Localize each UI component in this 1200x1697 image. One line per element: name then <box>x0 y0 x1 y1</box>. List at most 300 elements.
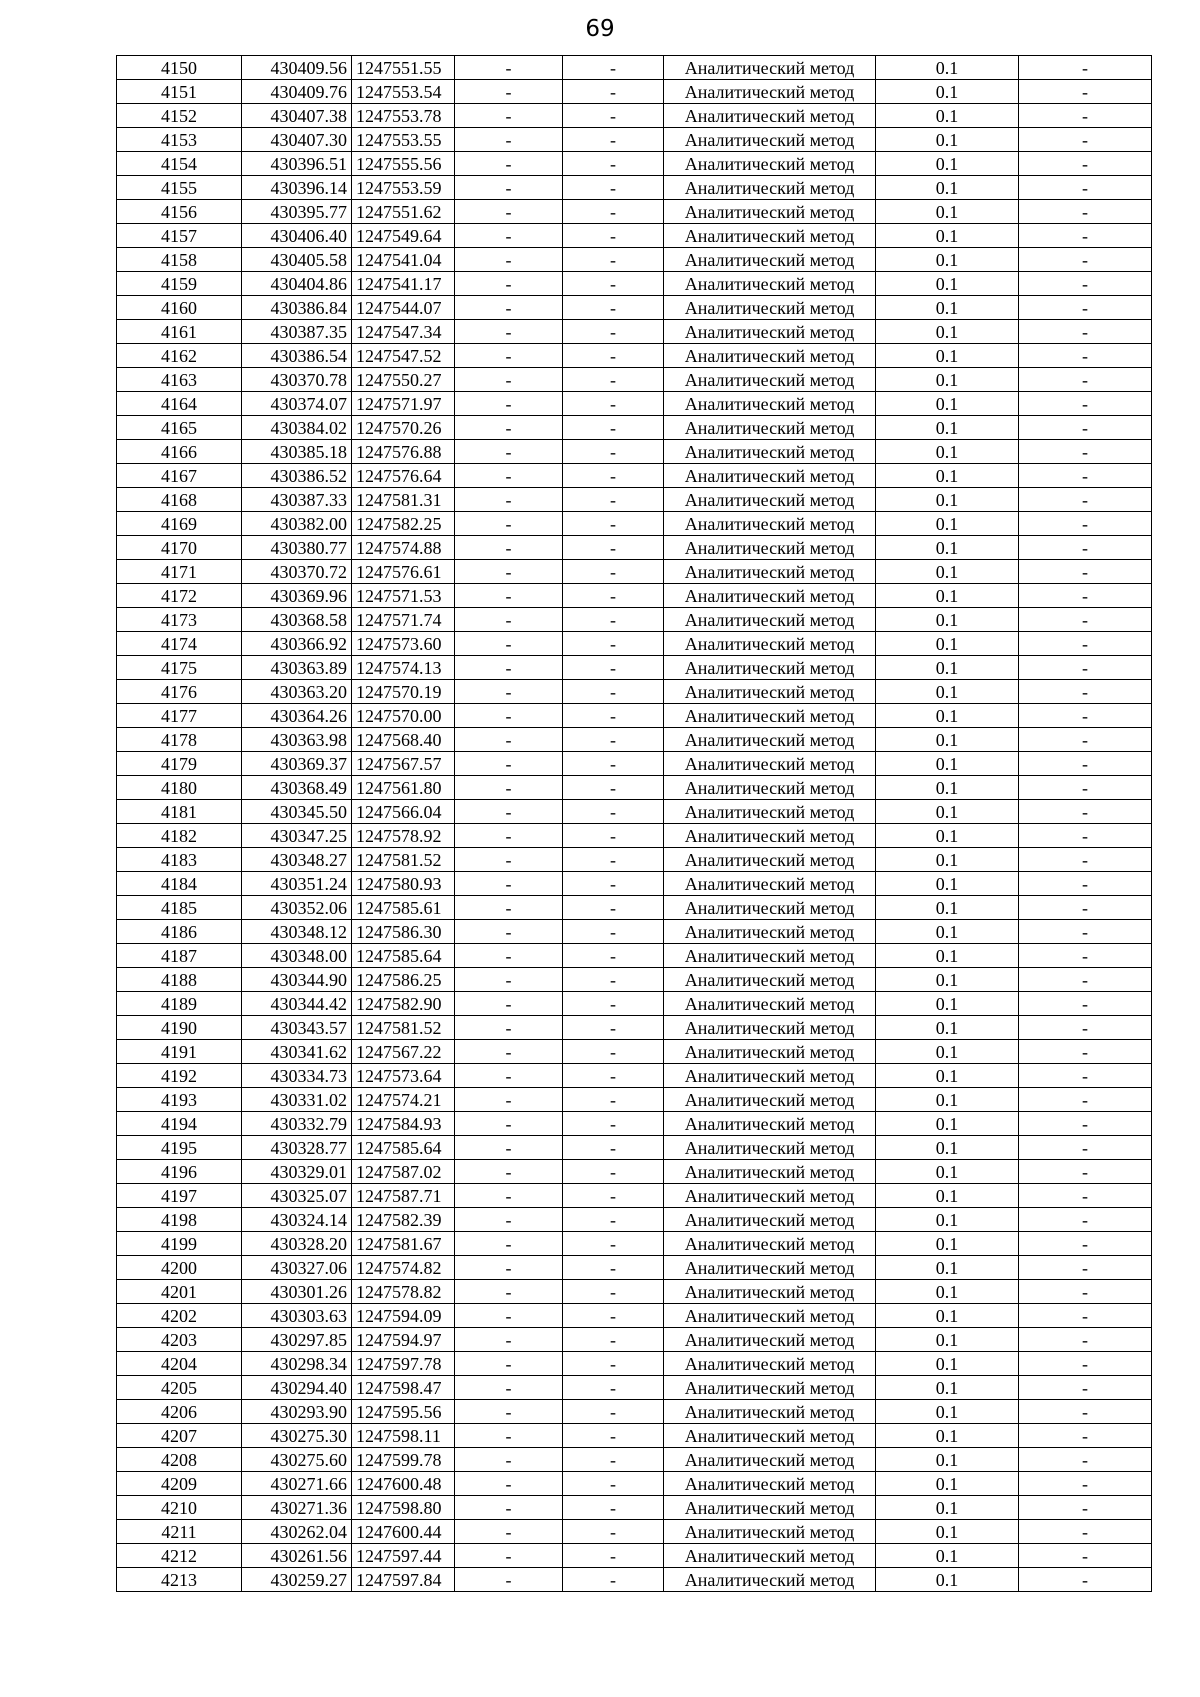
precision-cell: 0.1 <box>876 1544 1019 1568</box>
y-coordinate-cell: 1247595.56 <box>352 1400 455 1424</box>
dash-cell: - <box>1019 1520 1152 1544</box>
x-coordinate-cell: 430298.34 <box>242 1352 352 1376</box>
y-coordinate-cell: 1247574.21 <box>352 1088 455 1112</box>
table-row <box>117 152 1152 176</box>
dash-cell: - <box>455 1016 563 1040</box>
point-number-cell: 4158 <box>117 248 242 272</box>
method-cell: Аналитический метод <box>664 752 876 776</box>
dash-cell: - <box>1019 80 1152 104</box>
dash-cell: - <box>1019 488 1152 512</box>
method-cell: Аналитический метод <box>664 488 876 512</box>
precision-cell: 0.1 <box>876 1064 1019 1088</box>
precision-cell: 0.1 <box>876 848 1019 872</box>
dash-cell: - <box>455 752 563 776</box>
method-cell: Аналитический метод <box>664 152 876 176</box>
dash-cell: - <box>455 1328 563 1352</box>
point-number-cell: 4152 <box>117 104 242 128</box>
dash-cell: - <box>1019 1088 1152 1112</box>
dash-cell: - <box>455 464 563 488</box>
method-cell: Аналитический метод <box>664 344 876 368</box>
point-number-cell: 4184 <box>117 872 242 896</box>
table-row <box>117 80 1152 104</box>
dash-cell: - <box>455 80 563 104</box>
precision-cell: 0.1 <box>876 1304 1019 1328</box>
y-coordinate-cell: 1247551.62 <box>352 200 455 224</box>
table-row <box>117 1184 1152 1208</box>
dash-cell: - <box>455 872 563 896</box>
precision-cell: 0.1 <box>876 1400 1019 1424</box>
dash-cell: - <box>563 440 664 464</box>
dash-cell: - <box>455 1496 563 1520</box>
table-row <box>117 1352 1152 1376</box>
dash-cell: - <box>563 992 664 1016</box>
y-coordinate-cell: 1247571.53 <box>352 584 455 608</box>
method-cell: Аналитический метод <box>664 608 876 632</box>
y-coordinate-cell: 1247576.64 <box>352 464 455 488</box>
method-cell: Аналитический метод <box>664 1016 876 1040</box>
dash-cell: - <box>455 1400 563 1424</box>
y-coordinate-cell: 1247597.84 <box>352 1568 455 1592</box>
method-cell: Аналитический метод <box>664 440 876 464</box>
y-coordinate-cell: 1247587.02 <box>352 1160 455 1184</box>
dash-cell: - <box>1019 656 1152 680</box>
y-coordinate-cell: 1247597.78 <box>352 1352 455 1376</box>
y-coordinate-cell: 1247553.55 <box>352 128 455 152</box>
table-row <box>117 1544 1152 1568</box>
dash-cell: - <box>563 1496 664 1520</box>
dash-cell: - <box>1019 176 1152 200</box>
y-coordinate-cell: 1247570.26 <box>352 416 455 440</box>
method-cell: Аналитический метод <box>664 680 876 704</box>
x-coordinate-cell: 430386.52 <box>242 464 352 488</box>
x-coordinate-cell: 430262.04 <box>242 1520 352 1544</box>
y-coordinate-cell: 1247578.92 <box>352 824 455 848</box>
dash-cell: - <box>455 1568 563 1592</box>
dash-cell: - <box>455 1160 563 1184</box>
method-cell: Аналитический метод <box>664 872 876 896</box>
table-row <box>117 1472 1152 1496</box>
precision-cell: 0.1 <box>876 1208 1019 1232</box>
x-coordinate-cell: 430297.85 <box>242 1328 352 1352</box>
x-coordinate-cell: 430261.56 <box>242 1544 352 1568</box>
dash-cell: - <box>563 1064 664 1088</box>
dash-cell: - <box>455 1184 563 1208</box>
method-cell: Аналитический метод <box>664 80 876 104</box>
precision-cell: 0.1 <box>876 1088 1019 1112</box>
dash-cell: - <box>563 1400 664 1424</box>
dash-cell: - <box>455 704 563 728</box>
dash-cell: - <box>455 632 563 656</box>
x-coordinate-cell: 430409.76 <box>242 80 352 104</box>
dash-cell: - <box>563 1472 664 1496</box>
point-number-cell: 4181 <box>117 800 242 824</box>
dash-cell: - <box>563 416 664 440</box>
table-row <box>117 752 1152 776</box>
y-coordinate-cell: 1247544.07 <box>352 296 455 320</box>
method-cell: Аналитический метод <box>664 1544 876 1568</box>
dash-cell: - <box>563 920 664 944</box>
point-number-cell: 4155 <box>117 176 242 200</box>
table-body <box>117 56 1152 1592</box>
precision-cell: 0.1 <box>876 968 1019 992</box>
method-cell: Аналитический метод <box>664 1232 876 1256</box>
point-number-cell: 4168 <box>117 488 242 512</box>
table-row <box>117 512 1152 536</box>
dash-cell: - <box>1019 1064 1152 1088</box>
table-row <box>117 1232 1152 1256</box>
x-coordinate-cell: 430374.07 <box>242 392 352 416</box>
point-number-cell: 4205 <box>117 1376 242 1400</box>
precision-cell: 0.1 <box>876 1496 1019 1520</box>
dash-cell: - <box>563 248 664 272</box>
precision-cell: 0.1 <box>876 392 1019 416</box>
dash-cell: - <box>1019 1448 1152 1472</box>
dash-cell: - <box>1019 680 1152 704</box>
method-cell: Аналитический метод <box>664 704 876 728</box>
dash-cell: - <box>563 1280 664 1304</box>
precision-cell: 0.1 <box>876 512 1019 536</box>
dash-cell: - <box>563 1304 664 1328</box>
table-row <box>117 1088 1152 1112</box>
dash-cell: - <box>563 224 664 248</box>
dash-cell: - <box>563 728 664 752</box>
y-coordinate-cell: 1247587.71 <box>352 1184 455 1208</box>
dash-cell: - <box>563 704 664 728</box>
dash-cell: - <box>1019 1280 1152 1304</box>
table-row <box>117 656 1152 680</box>
x-coordinate-cell: 430328.20 <box>242 1232 352 1256</box>
y-coordinate-cell: 1247600.48 <box>352 1472 455 1496</box>
precision-cell: 0.1 <box>876 1520 1019 1544</box>
point-number-cell: 4202 <box>117 1304 242 1328</box>
x-coordinate-cell: 430327.06 <box>242 1256 352 1280</box>
table-row <box>117 824 1152 848</box>
y-coordinate-cell: 1247585.61 <box>352 896 455 920</box>
dash-cell: - <box>1019 1112 1152 1136</box>
method-cell: Аналитический метод <box>664 1400 876 1424</box>
point-number-cell: 4200 <box>117 1256 242 1280</box>
dash-cell: - <box>563 272 664 296</box>
table-row <box>117 296 1152 320</box>
dash-cell: - <box>455 1520 563 1544</box>
method-cell: Аналитический метод <box>664 1184 876 1208</box>
point-number-cell: 4189 <box>117 992 242 1016</box>
dash-cell: - <box>1019 1424 1152 1448</box>
dash-cell: - <box>1019 704 1152 728</box>
point-number-cell: 4180 <box>117 776 242 800</box>
dash-cell: - <box>563 1328 664 1352</box>
x-coordinate-cell: 430293.90 <box>242 1400 352 1424</box>
dash-cell: - <box>1019 1256 1152 1280</box>
point-number-cell: 4160 <box>117 296 242 320</box>
dash-cell: - <box>1019 296 1152 320</box>
x-coordinate-cell: 430370.78 <box>242 368 352 392</box>
point-number-cell: 4191 <box>117 1040 242 1064</box>
y-coordinate-cell: 1247594.09 <box>352 1304 455 1328</box>
dash-cell: - <box>455 368 563 392</box>
x-coordinate-cell: 430348.00 <box>242 944 352 968</box>
point-number-cell: 4194 <box>117 1112 242 1136</box>
x-coordinate-cell: 430366.92 <box>242 632 352 656</box>
dash-cell: - <box>563 152 664 176</box>
dash-cell: - <box>455 896 563 920</box>
dash-cell: - <box>1019 1400 1152 1424</box>
dash-cell: - <box>455 992 563 1016</box>
x-coordinate-cell: 430385.18 <box>242 440 352 464</box>
dash-cell: - <box>1019 1544 1152 1568</box>
precision-cell: 0.1 <box>876 1568 1019 1592</box>
table-row <box>117 1112 1152 1136</box>
precision-cell: 0.1 <box>876 296 1019 320</box>
dash-cell: - <box>1019 1040 1152 1064</box>
table-row <box>117 1040 1152 1064</box>
x-coordinate-cell: 430396.51 <box>242 152 352 176</box>
x-coordinate-cell: 430405.58 <box>242 248 352 272</box>
method-cell: Аналитический метод <box>664 1136 876 1160</box>
point-number-cell: 4157 <box>117 224 242 248</box>
dash-cell: - <box>1019 1496 1152 1520</box>
precision-cell: 0.1 <box>876 80 1019 104</box>
dash-cell: - <box>1019 104 1152 128</box>
table-row <box>117 1016 1152 1040</box>
precision-cell: 0.1 <box>876 56 1019 80</box>
dash-cell: - <box>563 1088 664 1112</box>
precision-cell: 0.1 <box>876 560 1019 584</box>
method-cell: Аналитический метод <box>664 1376 876 1400</box>
table-row <box>117 440 1152 464</box>
method-cell: Аналитический метод <box>664 824 876 848</box>
dash-cell: - <box>455 152 563 176</box>
method-cell: Аналитический метод <box>664 536 876 560</box>
y-coordinate-cell: 1247555.56 <box>352 152 455 176</box>
coordinates-table <box>116 55 1152 1592</box>
table-row <box>117 1376 1152 1400</box>
dash-cell: - <box>455 1448 563 1472</box>
dash-cell: - <box>1019 1232 1152 1256</box>
precision-cell: 0.1 <box>876 104 1019 128</box>
y-coordinate-cell: 1247598.11 <box>352 1424 455 1448</box>
y-coordinate-cell: 1247570.00 <box>352 704 455 728</box>
x-coordinate-cell: 430271.36 <box>242 1496 352 1520</box>
dash-cell: - <box>563 824 664 848</box>
point-number-cell: 4201 <box>117 1280 242 1304</box>
point-number-cell: 4188 <box>117 968 242 992</box>
point-number-cell: 4173 <box>117 608 242 632</box>
method-cell: Аналитический метод <box>664 776 876 800</box>
dash-cell: - <box>563 1016 664 1040</box>
y-coordinate-cell: 1247547.52 <box>352 344 455 368</box>
table-row <box>117 128 1152 152</box>
method-cell: Аналитический метод <box>664 272 876 296</box>
y-coordinate-cell: 1247600.44 <box>352 1520 455 1544</box>
y-coordinate-cell: 1247547.34 <box>352 320 455 344</box>
dash-cell: - <box>1019 1016 1152 1040</box>
dash-cell: - <box>563 1040 664 1064</box>
point-number-cell: 4193 <box>117 1088 242 1112</box>
x-coordinate-cell: 430324.14 <box>242 1208 352 1232</box>
point-number-cell: 4172 <box>117 584 242 608</box>
x-coordinate-cell: 430387.35 <box>242 320 352 344</box>
precision-cell: 0.1 <box>876 584 1019 608</box>
table-row <box>117 968 1152 992</box>
dash-cell: - <box>563 1568 664 1592</box>
dash-cell: - <box>455 1424 563 1448</box>
method-cell: Аналитический метод <box>664 992 876 1016</box>
y-coordinate-cell: 1247541.04 <box>352 248 455 272</box>
dash-cell: - <box>563 56 664 80</box>
dash-cell: - <box>455 1136 563 1160</box>
x-coordinate-cell: 430363.20 <box>242 680 352 704</box>
table-row <box>117 1424 1152 1448</box>
dash-cell: - <box>455 1352 563 1376</box>
dash-cell: - <box>455 104 563 128</box>
point-number-cell: 4183 <box>117 848 242 872</box>
method-cell: Аналитический метод <box>664 632 876 656</box>
y-coordinate-cell: 1247550.27 <box>352 368 455 392</box>
dash-cell: - <box>455 920 563 944</box>
table-row <box>117 416 1152 440</box>
method-cell: Аналитический метод <box>664 1352 876 1376</box>
x-coordinate-cell: 430301.26 <box>242 1280 352 1304</box>
x-coordinate-cell: 430343.57 <box>242 1016 352 1040</box>
table-row <box>117 680 1152 704</box>
dash-cell: - <box>1019 1136 1152 1160</box>
dash-cell: - <box>455 344 563 368</box>
y-coordinate-cell: 1247599.78 <box>352 1448 455 1472</box>
point-number-cell: 4209 <box>117 1472 242 1496</box>
y-coordinate-cell: 1247570.19 <box>352 680 455 704</box>
point-number-cell: 4161 <box>117 320 242 344</box>
dash-cell: - <box>455 392 563 416</box>
x-coordinate-cell: 430334.73 <box>242 1064 352 1088</box>
table-row <box>117 1064 1152 1088</box>
dash-cell: - <box>1019 368 1152 392</box>
point-number-cell: 4153 <box>117 128 242 152</box>
dash-cell: - <box>563 656 664 680</box>
dash-cell: - <box>563 1256 664 1280</box>
dash-cell: - <box>455 1208 563 1232</box>
y-coordinate-cell: 1247584.93 <box>352 1112 455 1136</box>
dash-cell: - <box>1019 536 1152 560</box>
y-coordinate-cell: 1247576.61 <box>352 560 455 584</box>
precision-cell: 0.1 <box>876 1280 1019 1304</box>
precision-cell: 0.1 <box>876 1016 1019 1040</box>
x-coordinate-cell: 430345.50 <box>242 800 352 824</box>
method-cell: Аналитический метод <box>664 848 876 872</box>
x-coordinate-cell: 430407.38 <box>242 104 352 128</box>
dash-cell: - <box>455 1112 563 1136</box>
y-coordinate-cell: 1247585.64 <box>352 944 455 968</box>
point-number-cell: 4190 <box>117 1016 242 1040</box>
x-coordinate-cell: 430387.33 <box>242 488 352 512</box>
precision-cell: 0.1 <box>876 776 1019 800</box>
dash-cell: - <box>455 1472 563 1496</box>
x-coordinate-cell: 430404.86 <box>242 272 352 296</box>
method-cell: Аналитический метод <box>664 896 876 920</box>
dash-cell: - <box>455 128 563 152</box>
precision-cell: 0.1 <box>876 800 1019 824</box>
point-number-cell: 4164 <box>117 392 242 416</box>
dash-cell: - <box>563 632 664 656</box>
precision-cell: 0.1 <box>876 944 1019 968</box>
table-row <box>117 392 1152 416</box>
point-number-cell: 4207 <box>117 1424 242 1448</box>
point-number-cell: 4154 <box>117 152 242 176</box>
y-coordinate-cell: 1247586.25 <box>352 968 455 992</box>
dash-cell: - <box>1019 272 1152 296</box>
method-cell: Аналитический метод <box>664 1208 876 1232</box>
dash-cell: - <box>1019 752 1152 776</box>
point-number-cell: 4151 <box>117 80 242 104</box>
dash-cell: - <box>563 680 664 704</box>
y-coordinate-cell: 1247598.47 <box>352 1376 455 1400</box>
method-cell: Аналитический метод <box>664 176 876 200</box>
precision-cell: 0.1 <box>876 1160 1019 1184</box>
precision-cell: 0.1 <box>876 1376 1019 1400</box>
x-coordinate-cell: 430386.54 <box>242 344 352 368</box>
x-coordinate-cell: 430409.56 <box>242 56 352 80</box>
y-coordinate-cell: 1247594.97 <box>352 1328 455 1352</box>
precision-cell: 0.1 <box>876 1184 1019 1208</box>
dash-cell: - <box>455 440 563 464</box>
x-coordinate-cell: 430380.77 <box>242 536 352 560</box>
dash-cell: - <box>455 968 563 992</box>
x-coordinate-cell: 430325.07 <box>242 1184 352 1208</box>
dash-cell: - <box>563 104 664 128</box>
y-coordinate-cell: 1247571.74 <box>352 608 455 632</box>
point-number-cell: 4170 <box>117 536 242 560</box>
dash-cell: - <box>563 1352 664 1376</box>
method-cell: Аналитический метод <box>664 656 876 680</box>
point-number-cell: 4203 <box>117 1328 242 1352</box>
dash-cell: - <box>455 224 563 248</box>
dash-cell: - <box>1019 632 1152 656</box>
x-coordinate-cell: 430259.27 <box>242 1568 352 1592</box>
dash-cell: - <box>1019 1304 1152 1328</box>
point-number-cell: 4179 <box>117 752 242 776</box>
precision-cell: 0.1 <box>876 704 1019 728</box>
x-coordinate-cell: 430271.66 <box>242 1472 352 1496</box>
y-coordinate-cell: 1247581.52 <box>352 1016 455 1040</box>
x-coordinate-cell: 430396.14 <box>242 176 352 200</box>
dash-cell: - <box>563 1232 664 1256</box>
x-coordinate-cell: 430368.58 <box>242 608 352 632</box>
table-row <box>117 872 1152 896</box>
table-row <box>117 1496 1152 1520</box>
method-cell: Аналитический метод <box>664 1448 876 1472</box>
dash-cell: - <box>563 128 664 152</box>
table-row <box>117 200 1152 224</box>
dash-cell: - <box>455 1232 563 1256</box>
point-number-cell: 4206 <box>117 1400 242 1424</box>
x-coordinate-cell: 430275.60 <box>242 1448 352 1472</box>
precision-cell: 0.1 <box>876 416 1019 440</box>
dash-cell: - <box>563 1160 664 1184</box>
method-cell: Аналитический метод <box>664 1160 876 1184</box>
precision-cell: 0.1 <box>876 920 1019 944</box>
dash-cell: - <box>455 584 563 608</box>
point-number-cell: 4213 <box>117 1568 242 1592</box>
precision-cell: 0.1 <box>876 1256 1019 1280</box>
y-coordinate-cell: 1247582.39 <box>352 1208 455 1232</box>
precision-cell: 0.1 <box>876 656 1019 680</box>
method-cell: Аналитический метод <box>664 920 876 944</box>
dash-cell: - <box>455 320 563 344</box>
page-number: 69 <box>585 16 615 42</box>
y-coordinate-cell: 1247598.80 <box>352 1496 455 1520</box>
point-number-cell: 4162 <box>117 344 242 368</box>
dash-cell: - <box>455 1304 563 1328</box>
